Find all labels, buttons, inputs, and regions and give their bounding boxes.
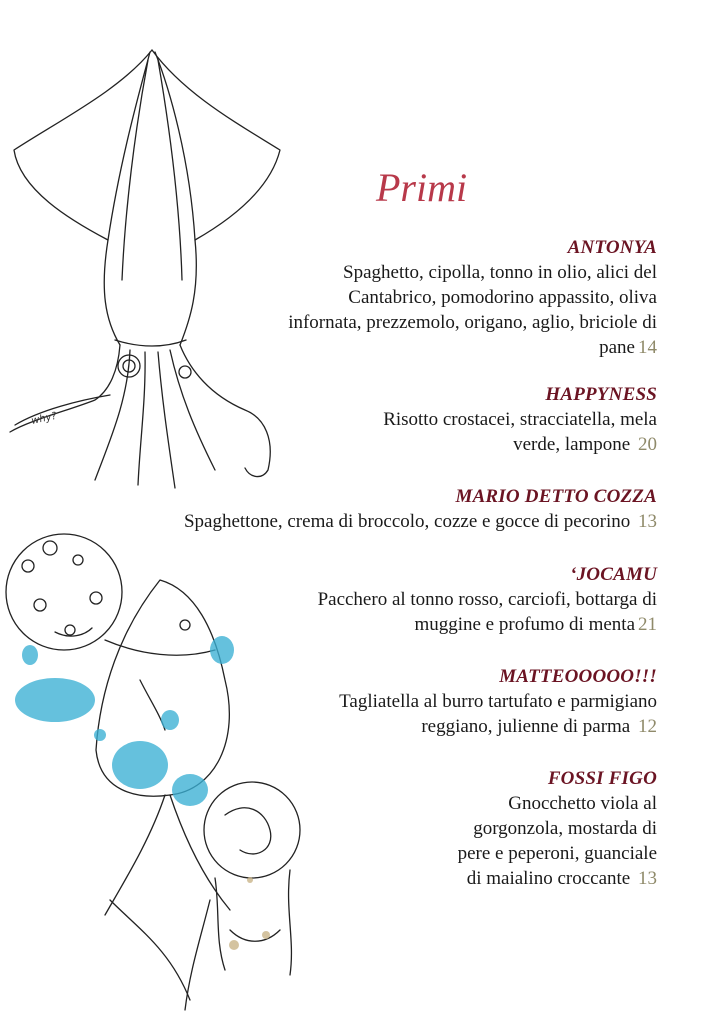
dish-description: Spaghetto, cipolla, tonno in olio, alici del Cantabrico, pomodorino appassito, oliva infornata, prezzemolo, origano, aglio, briciole di pane 14	[288, 262, 657, 358]
dish-name: FOSSI FIGO	[547, 768, 657, 789]
menu-item	[383, 383, 657, 457]
dish-description: Risotto crostacei, stracciatella, mela verde, lampone 20	[383, 409, 657, 455]
planet-illustration	[6, 534, 122, 650]
dish-price: 20	[638, 434, 657, 455]
dish-description: Spaghettone, crema di broccolo, cozze e gocce di pecorino 13	[183, 511, 657, 532]
dish-price: 21	[638, 614, 657, 635]
dish-name: MATTEOOOOO!!!	[499, 666, 657, 687]
dish-price: 14	[638, 337, 657, 358]
fish-illustration	[96, 580, 230, 1010]
dish-name: ‘JOCAMU	[570, 564, 657, 585]
dish-description: Tagliatella al burro tartufato e parmigiano reggiano, julienne di parma 12	[339, 691, 657, 737]
menu-item	[288, 236, 657, 360]
dish-name: ANTONYA	[567, 237, 657, 258]
dish-price: 13	[638, 511, 657, 532]
dish-description: Gnocchetto viola al gorgonzola, mostarda di pere e peperoni, guanciale di maialino croccante 13	[457, 793, 657, 889]
squid-label: why?	[30, 410, 58, 427]
dish-name: HAPPYNESS	[545, 384, 657, 405]
dish-name: MARIO DETTO COZZA	[455, 486, 657, 507]
page-title: Primi	[376, 165, 468, 210]
menu-item	[458, 767, 657, 891]
dish-description: Pacchero al tonno rosso, carciofi, bottarga di muggine e profumo di menta 21	[317, 589, 657, 635]
dish-price: 13	[638, 868, 657, 889]
menu-item	[184, 485, 657, 534]
menu-item	[318, 563, 657, 637]
dish-price: 12	[638, 716, 657, 737]
menu-item	[339, 665, 657, 739]
